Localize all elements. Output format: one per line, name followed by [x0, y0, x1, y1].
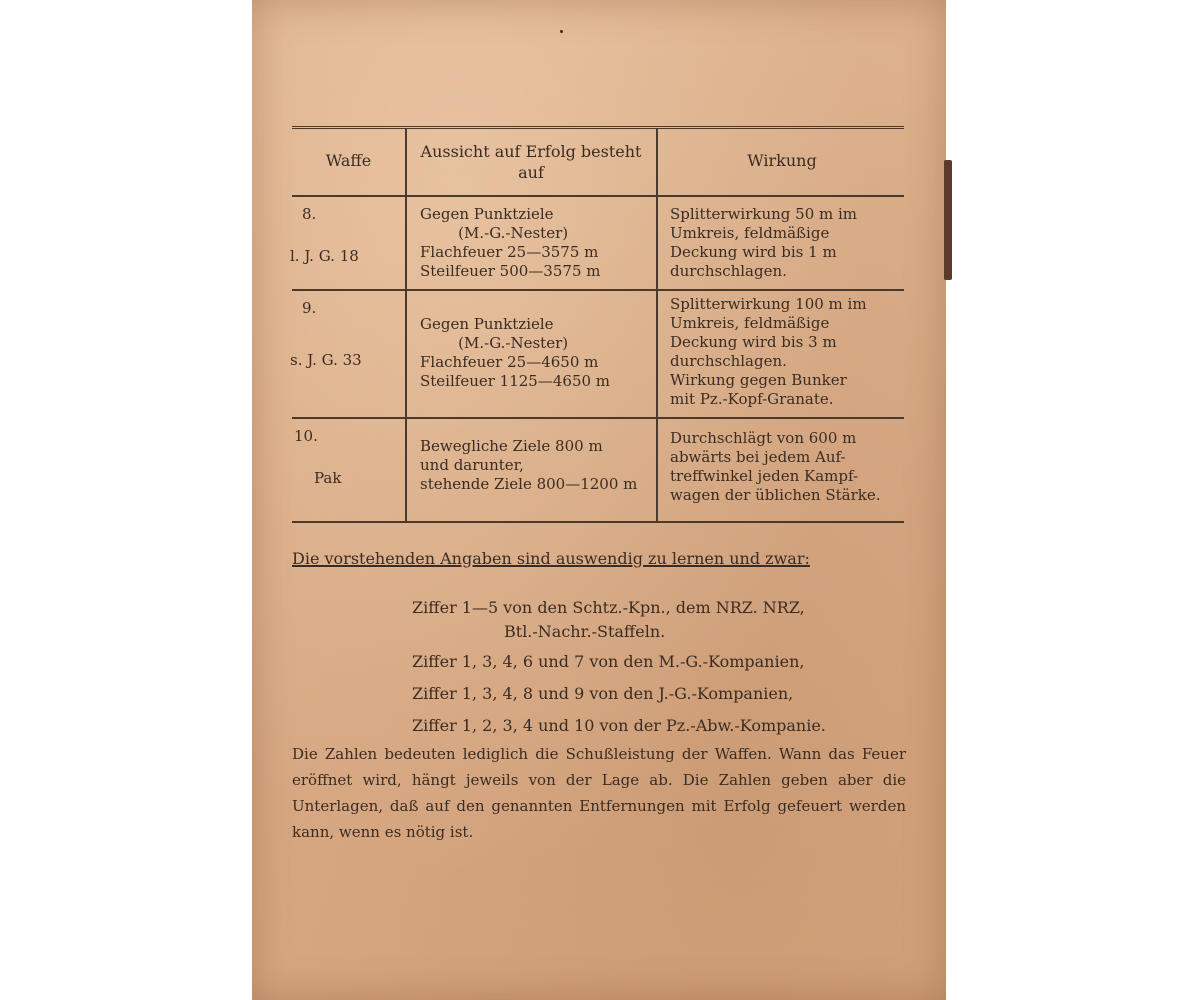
row-effect: Splitterwirkung 50 m im Umkreis, feldmäßige Deckung wird bis 1 m durchschlagen. [670, 205, 858, 280]
row-number: 10. [294, 427, 318, 445]
row-weapon: l. J. G. 18 [290, 247, 359, 265]
header-effect: Wirkung [747, 151, 817, 170]
page-edge-mark [944, 160, 952, 280]
note-item-continuation: Btl.-Nachr.-Staffeln. [504, 622, 666, 641]
ink-dot [560, 30, 563, 33]
weapons-table [292, 126, 904, 523]
header-weapon: Waffe [325, 151, 372, 170]
note-heading: Die vorstehenden Angaben sind auswendig zu lernen und zwar: [292, 549, 810, 568]
row-effect: Durchschlägt von 600 m abwärts bei jedem Auf- treffwinkel jeden Kampf- wagen der üblichen Stärke. [670, 429, 881, 504]
row-target: Gegen Punktziele (M.-G.-Nester) Flachfeuer 25—4650 m Steilfeuer 1125—4650 m [420, 315, 611, 390]
row-target: Bewegliche Ziele 800 m und darunter, stehende Ziele 800—1200 m [420, 437, 638, 493]
note-item: Ziffer 1—5 von den Schtz.-Kpn., dem NRZ. NRZ, [412, 598, 805, 617]
row-number: 8. [302, 205, 317, 223]
row-weapon: s. J. G. 33 [290, 351, 362, 369]
row-target: Gegen Punktziele (M.-G.-Nester) Flachfeuer 25—3575 m Steilfeuer 500—3575 m [420, 205, 601, 280]
document-page [252, 0, 946, 1000]
header-prospect: Aussicht auf Erfolg besteht auf [420, 142, 642, 182]
note-list [412, 592, 912, 742]
row-number: 9. [302, 299, 317, 317]
note-item: Ziffer 1, 3, 4, 6 und 7 von den M.-G.-Kompanien, [412, 652, 805, 671]
note-item: Ziffer 1, 3, 4, 8 und 9 von den J.-G.-Kompanien, [412, 684, 794, 703]
table-row [292, 197, 904, 291]
explanation-paragraph: Die Zahlen bedeuten lediglich die Schußleistung der Waffen. Wann das Feuer eröffnet wird, hängt jeweils von der Lage ab. Die Zahlen geben aber die Unterlagen, daß auf den genannten Entfernungen mit Erfolg gefeuert werden kann, wenn es nötig ist. [292, 745, 906, 841]
row-effect: Splitterwirkung 100 m im Umkreis, feldmäßige Deckung wird bis 3 m durchschlagen. Wirkung gegen Bunker mit Pz.-Kopf-Granate. [670, 295, 867, 408]
table-header-row [292, 129, 904, 197]
table-row [292, 291, 904, 419]
table-row [292, 419, 904, 519]
note-item: Ziffer 1, 2, 3, 4 und 10 von der Pz.-Abw.-Kompanie. [412, 716, 826, 735]
row-weapon: Pak [314, 469, 342, 487]
